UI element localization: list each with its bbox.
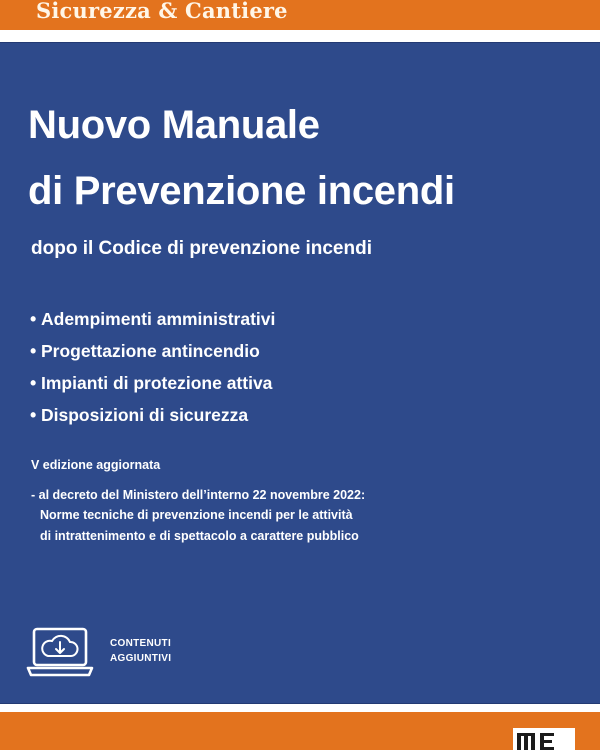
edition-note-line-2: Norme tecniche di prevenzione incendi per le attività [40,508,353,522]
edition-note-line-1: - al decreto del Ministero dell’interno 22 novembre 2022: [31,488,366,502]
edition-note-line-3: di intrattenimento e di spettacolo a carattere pubblico [40,529,359,543]
book-title-line-1: Nuovo Manuale [28,103,320,147]
topic-item: • Progettazione antincendio [30,340,260,361]
topic-item: • Impianti di protezione attiva [30,372,273,393]
topic-item: • Adempimenti amministrativi [30,308,276,329]
series-name: Sicurezza & Cantiere [36,0,288,23]
top-band [0,0,600,30]
topic-item: • Disposizioni di sicurezza [30,404,249,425]
book-subtitle: dopo il Codice di prevenzione incendi [31,238,372,259]
publisher-logo-icon [513,728,575,750]
edition-title: V edizione aggiornata [31,458,161,472]
book-title-line-2: di Prevenzione incendi [28,169,455,213]
bottom-band [0,712,600,750]
extra-content-label: CONTENUTI AGGIUNTIVI [110,638,172,664]
topics-list [30,303,275,431]
laptop-cloud-download-icon [26,626,94,682]
